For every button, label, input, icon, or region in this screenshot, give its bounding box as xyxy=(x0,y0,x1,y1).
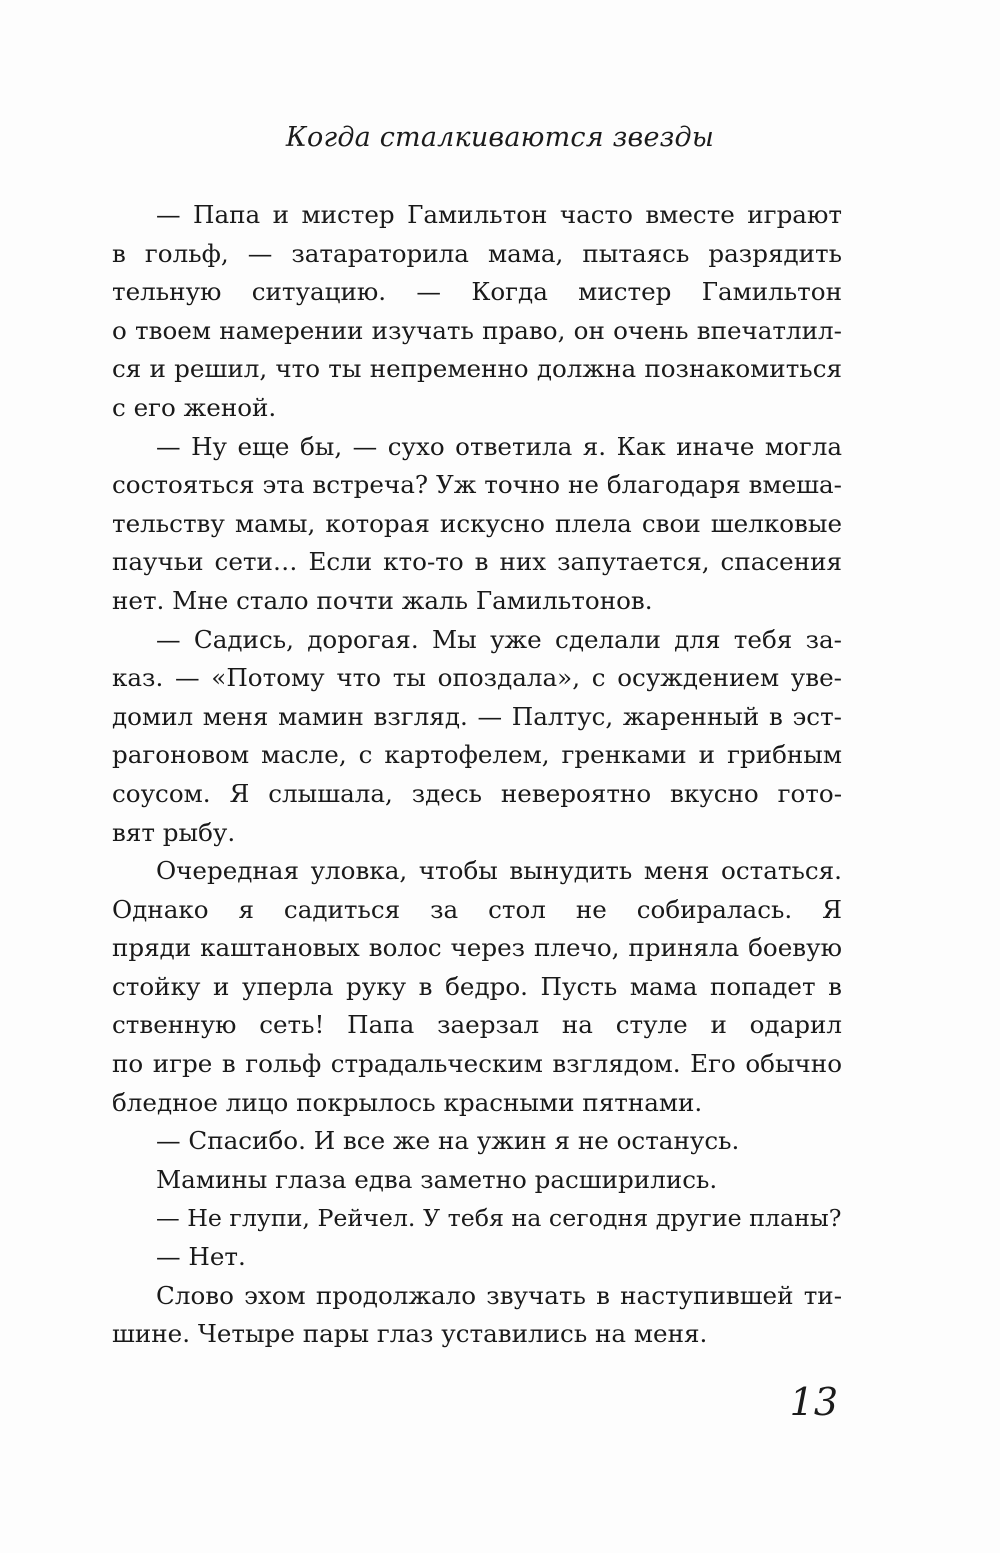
text-line: пряди каштановых волос через плечо, приняла боевую xyxy=(112,933,842,963)
text-line: ся и решил, что ты непременно должна познакомиться xyxy=(112,354,842,384)
text-line: тельству мамы, которая искусно плела свои шелковые xyxy=(112,508,842,538)
text-line: — Ну еще бы, — сухо ответила я. Как иначе могла xyxy=(156,431,842,461)
text-line: каз. — «Потому что ты опоздала», с осуждением уве- xyxy=(112,663,842,693)
text-line: с его женой. xyxy=(112,392,277,422)
text-line: Мамины глаза едва заметно расширились. xyxy=(156,1164,718,1194)
text-line: Очередная уловка, чтобы вынудить меня остаться. xyxy=(156,856,842,886)
page-number: 13 xyxy=(789,1380,838,1424)
text-line: соусом. Я слышала, здесь невероятно вкусно гото- xyxy=(112,778,842,808)
text-line: — Нет. xyxy=(156,1242,246,1272)
text-line: Слово эхом продолжало звучать в наступившей ти- xyxy=(156,1280,842,1310)
text-line: — Спасибо. И все же на ужин я не останусь. xyxy=(156,1126,740,1156)
text-line: ственную сеть! Папа заерзал на стуле и одарил xyxy=(112,1010,842,1040)
text-line: стойку и уперла руку в бедро. Пусть мама попадет в xyxy=(112,971,842,1001)
text-line: Однако я садиться за стол не собиралась. Я xyxy=(112,894,842,924)
text-line: нет. Мне стало почти жаль Гамильтонов. xyxy=(112,585,653,615)
text-line: паучьи сети… Если кто-то в них запутается, спасения xyxy=(112,547,842,577)
text-line: о твоем намерении изучать право, он очень впечатлил- xyxy=(112,315,842,345)
text-line: — Не глупи, Рейчел. У тебя на сегодня другие планы? xyxy=(156,1204,842,1233)
text-line: вят рыбу. xyxy=(112,817,236,847)
text-line: шине. Четыре пары глаз уставились на меня. xyxy=(112,1319,708,1349)
text-line: по игре в гольф страдальческим взглядом. Его обычно xyxy=(112,1049,842,1079)
text-line: в гольф, — затараторила мама, пытаясь разрядить xyxy=(112,238,842,268)
text-line: состояться эта встреча? Уж точно не благодаря вмеша- xyxy=(112,470,842,500)
text-line: — Папа и мистер Гамильтон часто вместе играют xyxy=(156,200,842,229)
text-line: бледное лицо покрылось красными пятнами. xyxy=(112,1087,703,1117)
text-line: домил меня мамин взгляд. — Палтус, жаренный в эст- xyxy=(112,701,842,731)
body-text xyxy=(112,196,842,1354)
text-line: — Садись, дорогая. Мы уже сделали для тебя за- xyxy=(156,624,842,654)
text-line: тельную ситуацию. — Когда мистер Гамильтон xyxy=(112,277,842,307)
running-head: Когда сталкиваются звезды xyxy=(285,122,715,153)
text-line: рагоновом масле, с картофелем, гренками и грибным xyxy=(112,740,842,770)
